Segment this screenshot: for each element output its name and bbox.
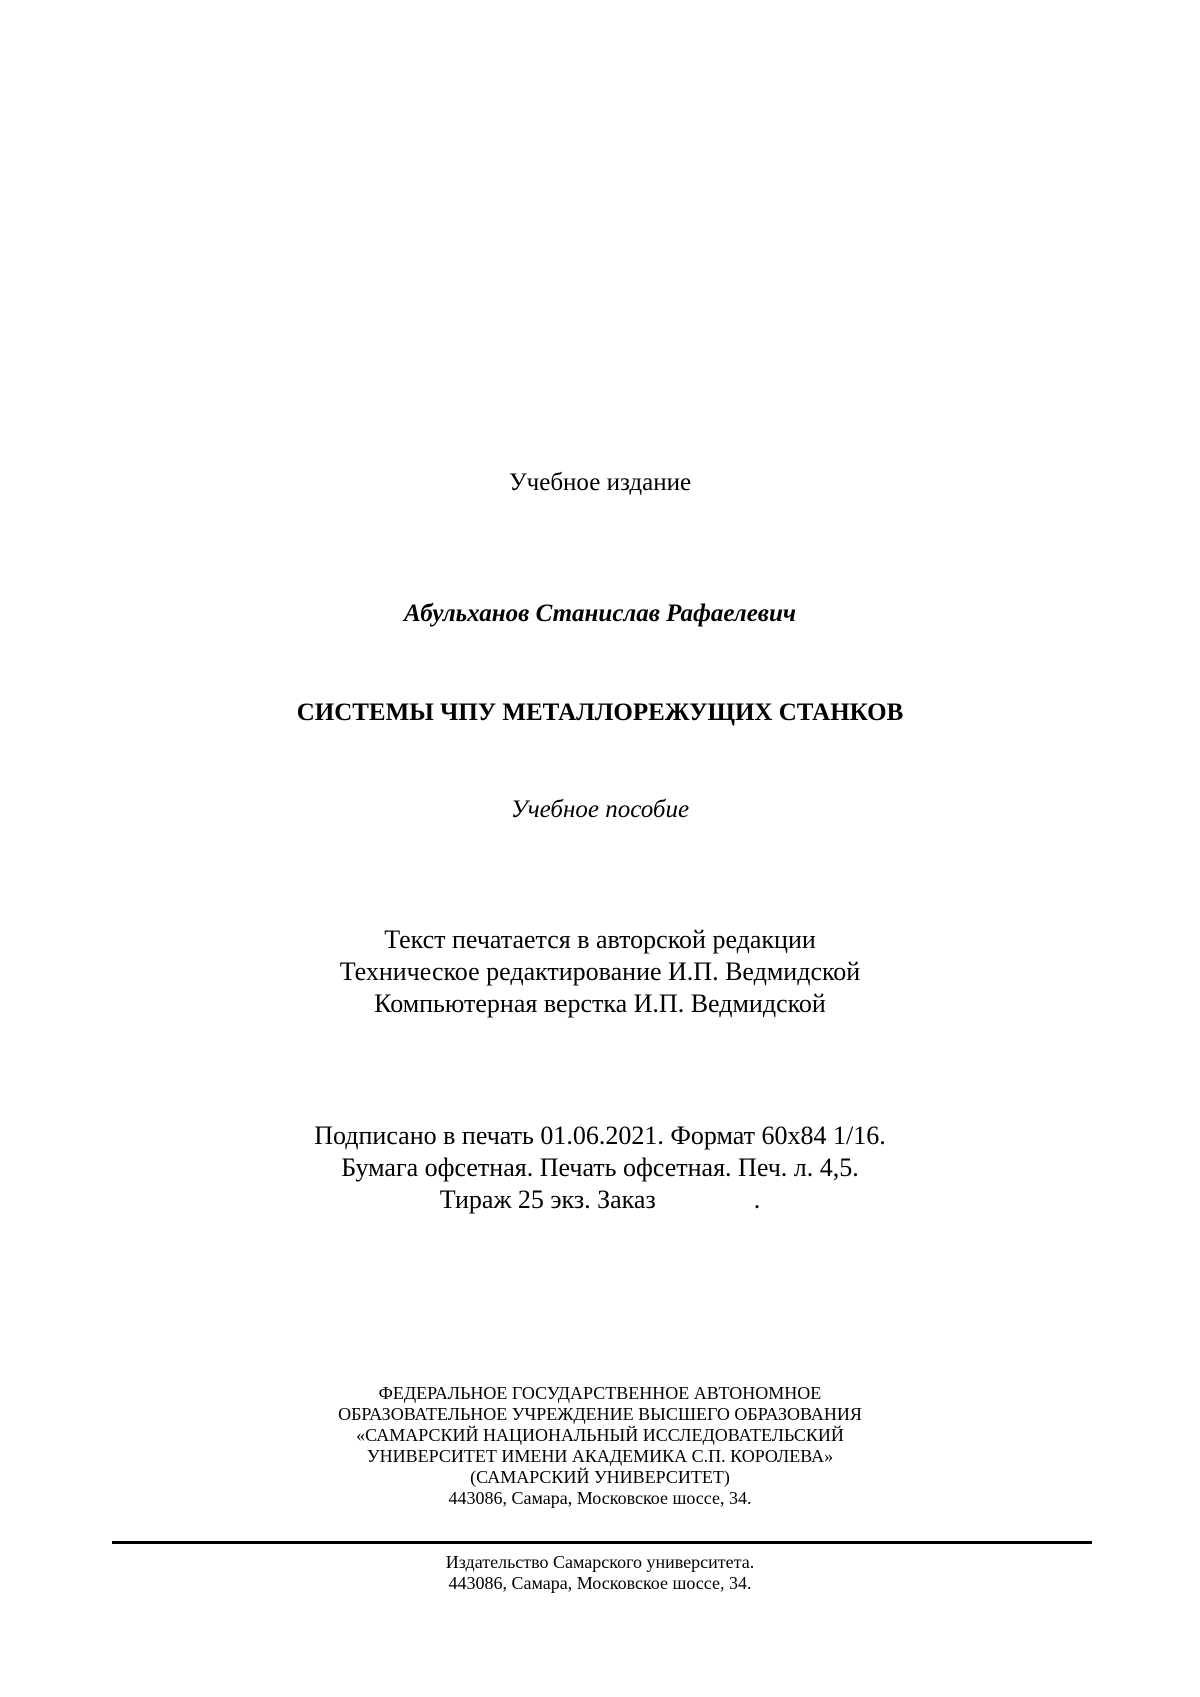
publisher-name: Издательство Самарского университета. [445, 1552, 755, 1572]
institution-line-1: ФЕДЕРАЛЬНОЕ ГОСУДАРСТВЕННОЕ АВТОНОМНОЕ [378, 1383, 822, 1403]
order-period: . [753, 1185, 761, 1214]
publisher-address: 443086, Самара, Московское шоссе, 34. [448, 1573, 752, 1593]
institution-line-5: (САМАРСКИЙ УНИВЕРСИТЕТ) [470, 1467, 730, 1487]
print-info-line-1: Подписано в печать 01.06.2021. Формат 60х84 1/16. [314, 1121, 886, 1150]
print-info-line-3 [0, 1184, 1200, 1216]
institution-line-2: ОБРАЗОВАТЕЛЬНОЕ УЧРЕЖДЕНИЕ ВЫСШЕГО ОБРАЗОВАНИЯ [338, 1404, 862, 1424]
editorial-line-1: Текст печатается в авторской редакции [384, 925, 816, 954]
institution-line-3: «САМАРСКИЙ НАЦИОНАЛЬНЫЙ ИССЛЕДОВАТЕЛЬСКИЙ [356, 1425, 844, 1445]
book-subtitle: Учебное пособие [510, 796, 690, 823]
editorial-line-3: Компьютерная верстка И.П. Ведмидской [374, 989, 826, 1018]
divider-line [112, 1541, 1092, 1544]
institution-line-4: УНИВЕРСИТЕТ ИМЕНИ АКАДЕМИКА С.П. КОРОЛЕВА» [366, 1446, 834, 1466]
print-run-order: Тираж 25 экз. Заказ [439, 1185, 656, 1214]
editorial-line-2: Техническое редактирование И.П. Ведмидской [339, 957, 861, 986]
edition-type: Учебное издание [508, 469, 692, 496]
print-info-line-2: Бумага офсетная. Печать офсетная. Печ. л. 4,5. [341, 1153, 859, 1182]
author-name: Абульханов Станислав Рафаелевич [403, 600, 796, 627]
institution-address: 443086, Самара, Московское шоссе, 34. [448, 1488, 752, 1508]
book-title: СИСТЕМЫ ЧПУ МЕТАЛЛОРЕЖУЩИХ СТАНКОВ [296, 699, 904, 726]
